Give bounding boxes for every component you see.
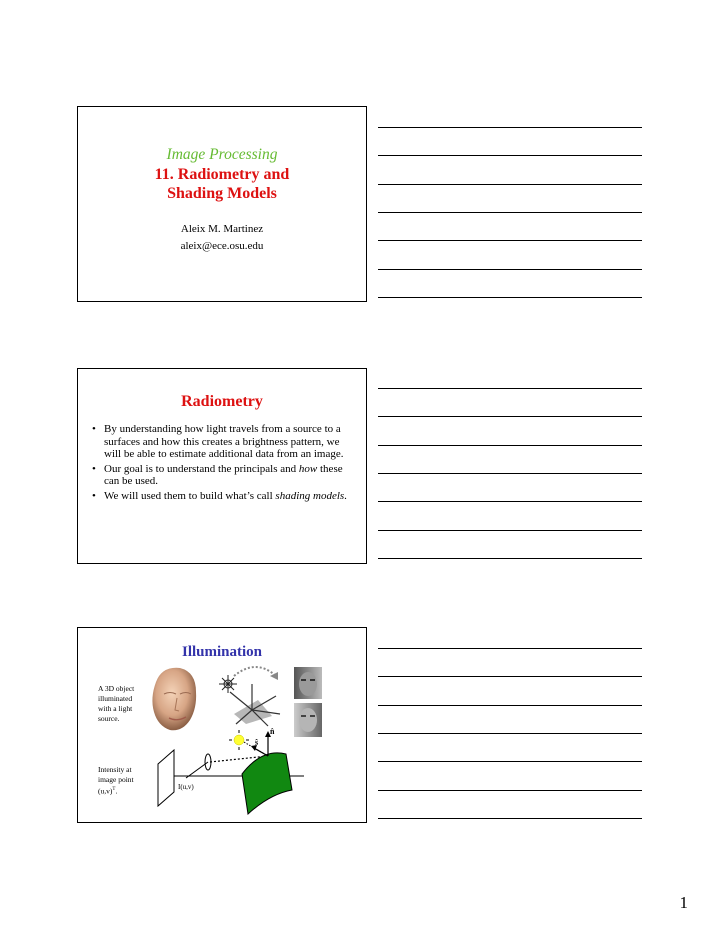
sun-icon <box>219 675 237 693</box>
slide-title: Illumination <box>181 644 263 660</box>
caption-intensity: Intensity at image point $(u,v)^T$. <box>98 765 134 796</box>
normal-vector-label: n̂ <box>270 728 275 736</box>
bullet-item: • Our goal is to understand the principals and how these can be used. <box>90 463 356 488</box>
radiometry-slide <box>77 368 367 564</box>
image-intensity-label: I(u,v) <box>178 783 194 791</box>
illumination-slide <box>77 627 367 823</box>
title-slide <box>77 106 367 302</box>
reflection-diagram <box>206 662 296 732</box>
lecture-title-line2: Shading Models <box>167 185 277 202</box>
lecture-title-line1: 11. Radiometry and <box>154 166 290 183</box>
surface-patch <box>242 753 292 814</box>
bullet-item: • We will used them to build what’s call shading models. <box>90 490 356 503</box>
author-name: Aleix M. Martinez <box>180 223 264 235</box>
author-email: aleix@ece.osu.edu <box>180 240 264 252</box>
source-vector-label: ŝ <box>255 738 259 747</box>
face-photos <box>294 667 324 737</box>
page-number: 1 <box>679 893 688 912</box>
image-plane <box>158 750 174 806</box>
light-source-icon <box>229 730 249 750</box>
face-3d-image <box>144 664 202 734</box>
caption-3d-object: A 3D object illuminated with a light source. <box>98 684 135 723</box>
bullet-list <box>90 423 356 505</box>
course-subtitle: Image Processing <box>166 146 278 163</box>
bullet-item: • By understanding how light travels from a source to a surfaces and how this creates a brightness pattern, we will be able to estimate additional data from an image. <box>90 423 356 461</box>
slide-title: Radiometry <box>181 393 263 410</box>
camera-model-diagram <box>146 728 306 818</box>
